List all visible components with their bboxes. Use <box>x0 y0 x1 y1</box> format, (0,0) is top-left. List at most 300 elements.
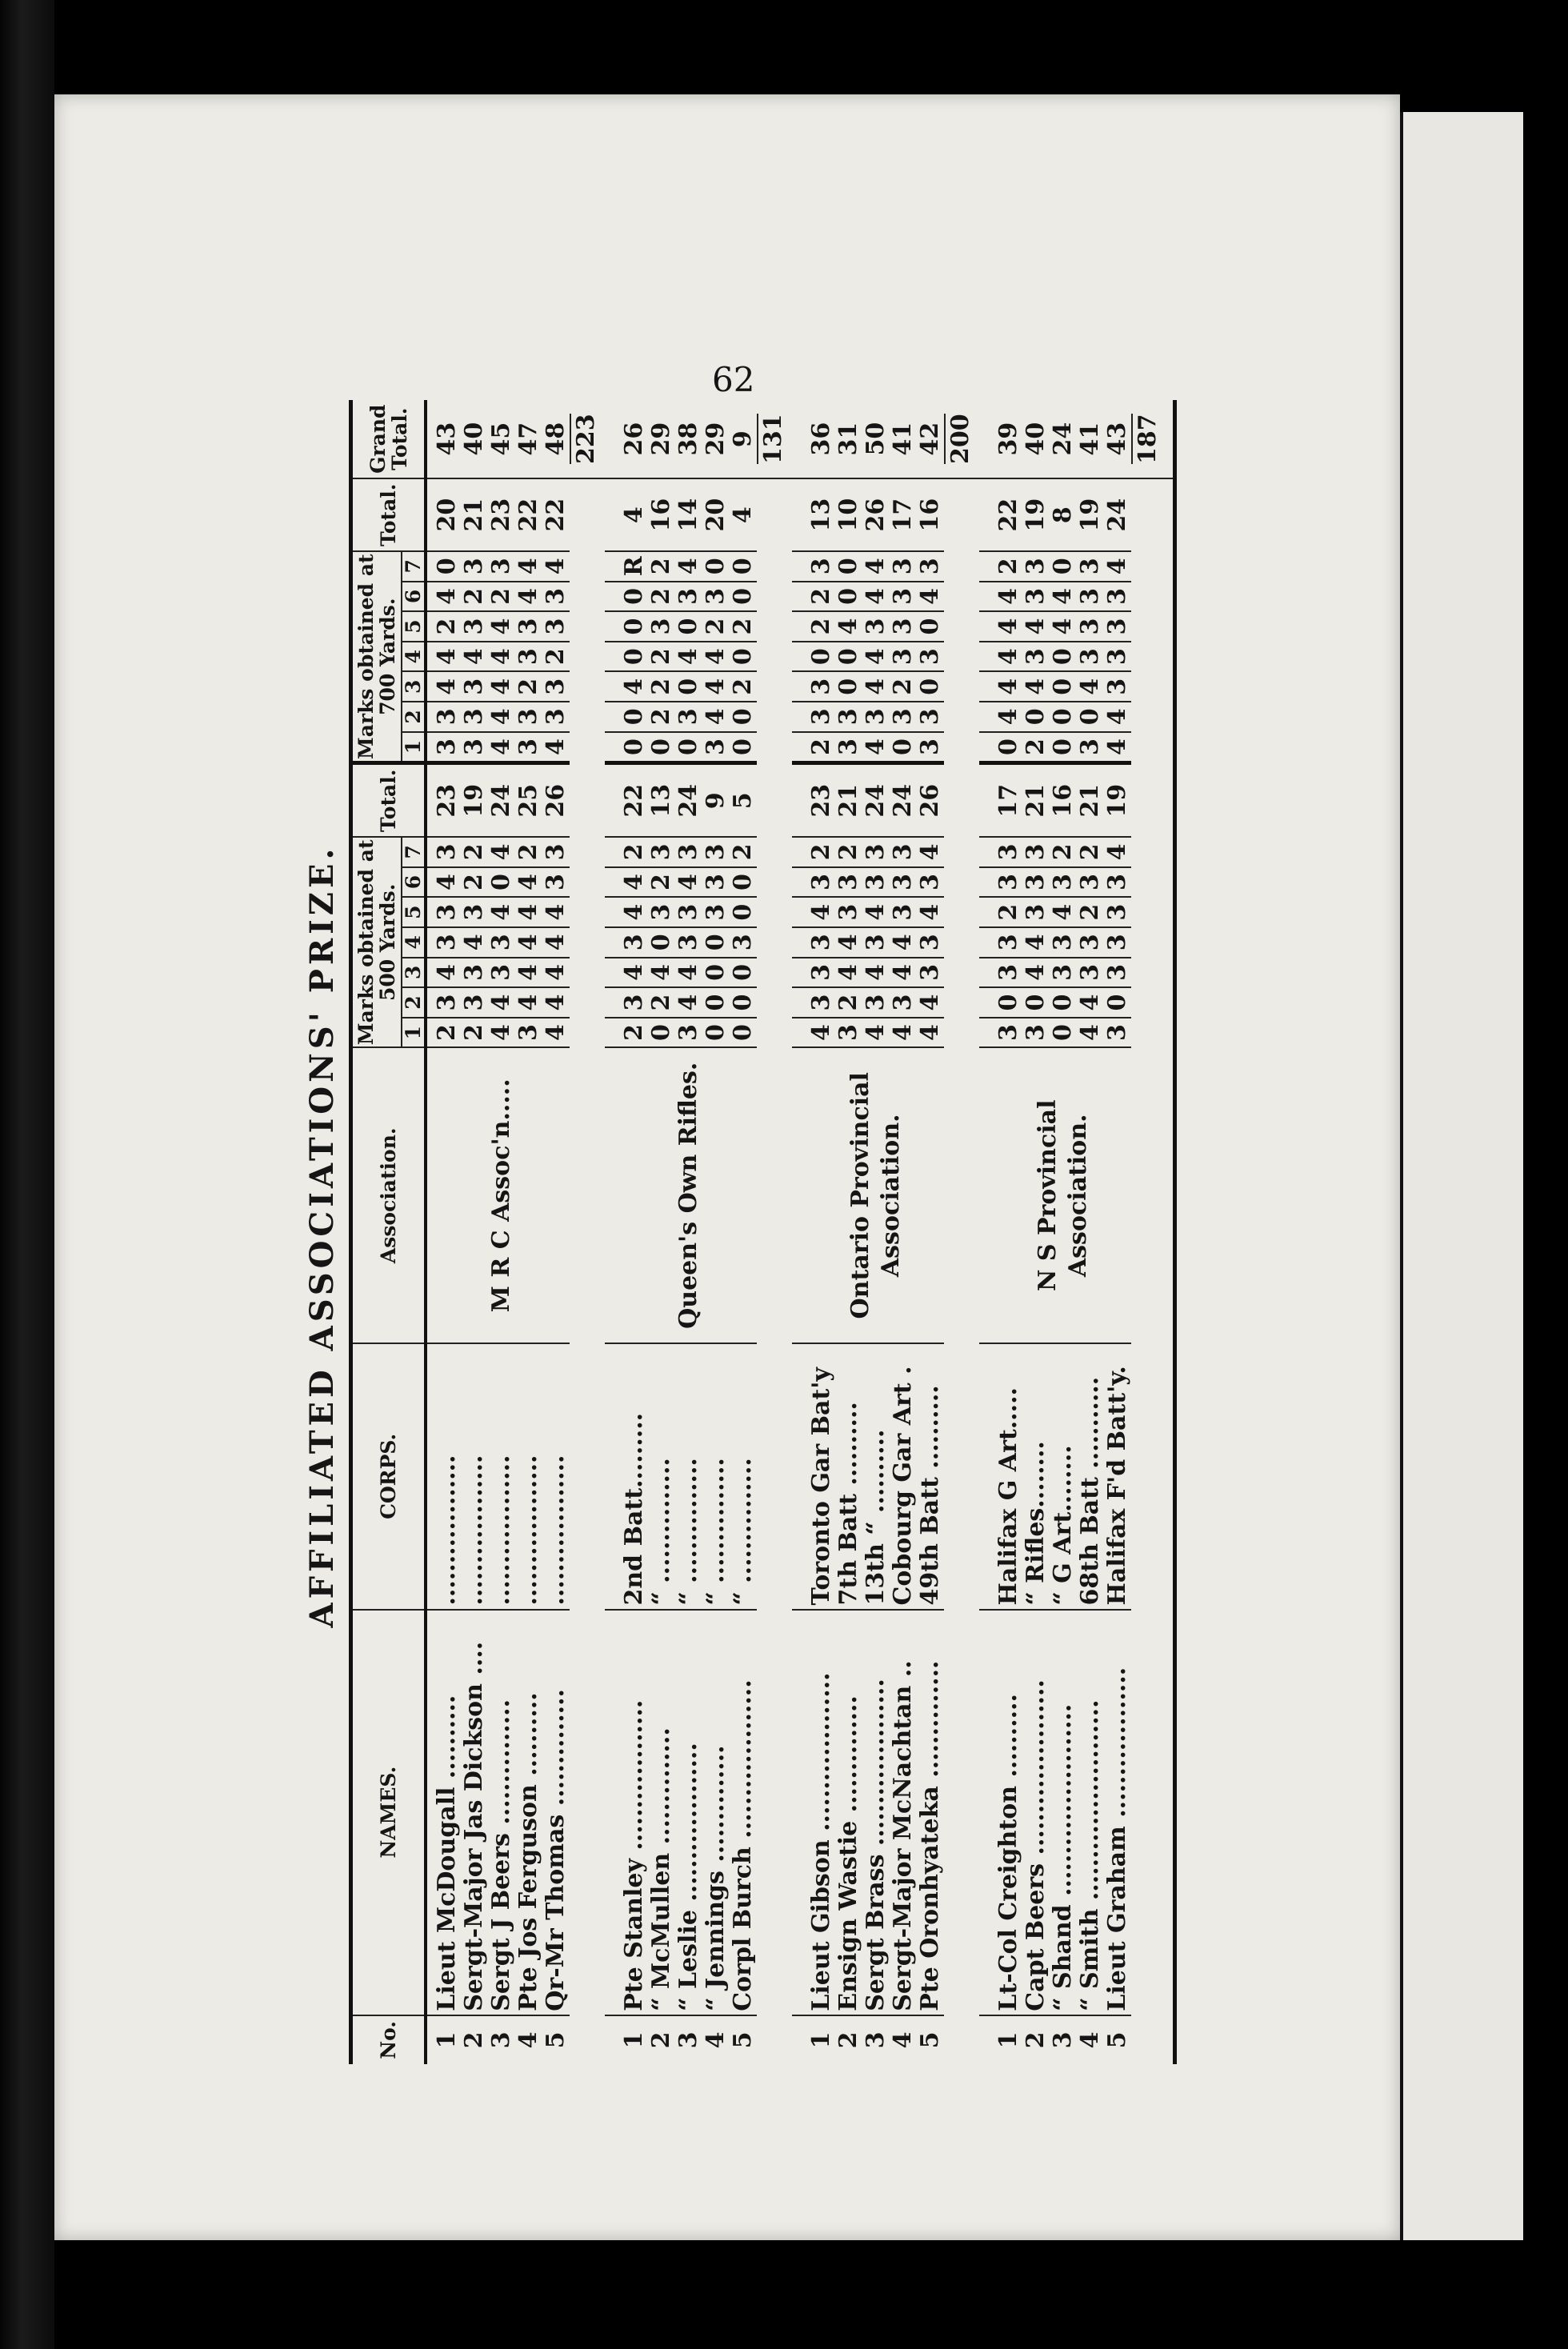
score-500-shot: 4 <box>792 897 835 927</box>
association-name: Ontario Provincial Association. <box>792 1047 944 1343</box>
shot-number-header: 6 <box>402 582 426 612</box>
score-500-shot: 0 <box>1050 987 1077 1018</box>
score-500-shot: 2 <box>1050 837 1077 867</box>
score-700-shot: 3 <box>542 702 570 732</box>
score-500-shot: 3 <box>979 1018 1022 1048</box>
corps-name: .................. <box>542 1343 570 1609</box>
score-500-shot: 4 <box>542 927 570 958</box>
total-500: 25 <box>515 763 542 837</box>
score-700-shot: 0 <box>917 671 944 702</box>
header-marks-500: Marks obtained at 500 Yards. <box>351 837 402 1047</box>
row-number: 5 <box>542 2031 570 2049</box>
score-700-shot: 4 <box>1077 671 1104 702</box>
competitor-name: Capt Beers ..................... <box>1022 1610 1050 2015</box>
grand-total: 26 <box>605 400 648 478</box>
row-number: 2 <box>834 2031 862 2049</box>
grand-total: 43 <box>1104 400 1131 478</box>
score-500-shot: 3 <box>1104 958 1131 988</box>
score-500-shot: 3 <box>515 1018 542 1048</box>
association-name: N S Provincial Association. <box>979 1047 1131 1343</box>
grand-total: 41 <box>1077 400 1104 478</box>
rotated-table-block <box>302 392 1202 2080</box>
score-500-shot: 2 <box>648 987 675 1018</box>
grand-total: 41 <box>890 400 917 478</box>
corps-name: 49th Batt .......... <box>917 1343 944 1609</box>
total-700: 24 <box>1104 478 1131 551</box>
competitor-name: Lieut Graham .................. <box>1104 1610 1131 2015</box>
score-700-shot: 0 <box>730 702 757 732</box>
score-500-shot: 0 <box>488 867 515 898</box>
score-700-shot: 3 <box>542 582 570 612</box>
score-500-shot: 3 <box>1104 1018 1131 1048</box>
header-marks-700: Marks obtained at 700 Yards. <box>351 551 402 763</box>
score-700-shot: 4 <box>702 702 730 732</box>
score-500-shot: 4 <box>461 927 488 958</box>
corps-name: “ G Art........ <box>1050 1343 1077 1609</box>
score-500-shot: 4 <box>1104 837 1131 867</box>
score-700-shot: 4 <box>1050 611 1077 642</box>
total-700: 22 <box>979 478 1022 551</box>
corps-name: Halifax G Art..... <box>979 1343 1022 1609</box>
competitor-name: Pte Stanley .................. <box>605 1610 648 2015</box>
score-500-shot: 4 <box>488 1018 515 1048</box>
group-grand-total: 187 <box>1131 414 1162 464</box>
score-700-shot: 3 <box>515 702 542 732</box>
score-700-shot: 3 <box>835 702 862 732</box>
score-500-shot: 4 <box>542 958 570 988</box>
row-number: 5 <box>1103 2031 1131 2049</box>
score-500-shot: 3 <box>426 987 461 1018</box>
corps-name: Halifax F'd Batt'y. <box>1104 1343 1131 1609</box>
score-700-shot: 0 <box>1077 702 1104 732</box>
score-700-shot: 4 <box>515 582 542 612</box>
corps-name: “ ............... <box>648 1343 675 1609</box>
score-500-shot: 3 <box>862 837 890 867</box>
score-500-shot: 2 <box>426 1018 461 1048</box>
score-500-shot: 0 <box>702 987 730 1018</box>
score-700-shot: 2 <box>702 611 730 642</box>
score-500-shot: 3 <box>542 867 570 898</box>
score-500-shot: 2 <box>979 897 1022 927</box>
corps-name: .................. <box>488 1343 515 1609</box>
score-500-shot: 2 <box>515 837 542 867</box>
score-500-shot: 4 <box>675 987 702 1018</box>
score-700-shot: 3 <box>702 732 730 763</box>
grand-total: 9 <box>730 400 757 478</box>
score-700-shot: 4 <box>1104 732 1131 763</box>
score-500-shot: 3 <box>890 897 917 927</box>
score-500-shot: 3 <box>426 837 461 867</box>
score-700-shot: 3 <box>1022 642 1050 672</box>
score-700-shot: 4 <box>426 642 461 672</box>
score-700-shot: 2 <box>515 671 542 702</box>
score-700-shot: 3 <box>702 582 730 612</box>
competitor-name: Sergt J Beers ............... <box>488 1610 515 2015</box>
score-700-shot: 3 <box>890 582 917 612</box>
score-500-shot: 4 <box>890 927 917 958</box>
competitor-name: Pte Oronhyateka .............. <box>917 1610 944 2015</box>
shot-number-header: 7 <box>402 837 426 867</box>
score-700-shot: 4 <box>862 732 890 763</box>
score-700-shot: 4 <box>862 642 890 672</box>
score-700-shot: 3 <box>792 671 835 702</box>
score-500-shot: 3 <box>917 927 944 958</box>
score-700-shot: 0 <box>605 732 648 763</box>
total-500: 24 <box>890 763 917 837</box>
score-500-shot: 3 <box>792 867 835 898</box>
grand-total: 36 <box>792 400 835 478</box>
score-700-shot: 3 <box>426 702 461 732</box>
header-names: NAMES. <box>351 1610 426 2015</box>
shot-number-header: 3 <box>402 671 426 702</box>
table-row <box>792 400 835 2064</box>
score-700-shot: 3 <box>792 702 835 732</box>
competitor-name: Lt-Col Creighton .......... <box>979 1610 1022 2015</box>
score-700-shot: 2 <box>792 732 835 763</box>
total-500: 26 <box>542 763 570 837</box>
grand-total: 38 <box>675 400 702 478</box>
score-500-shot: 3 <box>488 958 515 988</box>
score-700-shot: 3 <box>488 551 515 582</box>
score-700-shot: 2 <box>792 582 835 612</box>
score-700-shot: 3 <box>1077 611 1104 642</box>
score-700-shot: 4 <box>488 702 515 732</box>
corps-name: 7th Batt .......... <box>835 1343 862 1609</box>
group-grand-total: 131 <box>757 414 787 464</box>
group-total-row <box>570 400 605 2064</box>
score-700-shot: 2 <box>426 611 461 642</box>
grand-total: 29 <box>648 400 675 478</box>
score-500-shot: 3 <box>461 897 488 927</box>
score-700-shot: 4 <box>1022 611 1050 642</box>
corps-name: .................. <box>426 1343 461 1609</box>
row-number: 1 <box>620 2031 648 2049</box>
total-700: 13 <box>792 478 835 551</box>
score-500-shot: 3 <box>979 837 1022 867</box>
score-500-shot: 3 <box>835 1018 862 1048</box>
competitor-name: Sergt Brass .................... <box>862 1610 890 2015</box>
score-700-shot: R <box>605 551 648 582</box>
score-700-shot: 4 <box>605 671 648 702</box>
total-700: 20 <box>426 478 461 551</box>
score-700-shot: 0 <box>890 732 917 763</box>
score-700-shot: 0 <box>792 642 835 672</box>
score-700-shot: 0 <box>979 732 1022 763</box>
score-500-shot: 0 <box>1022 987 1050 1018</box>
score-500-shot: 3 <box>675 897 702 927</box>
score-500-shot: 4 <box>542 987 570 1018</box>
score-700-shot: 4 <box>979 702 1022 732</box>
row-number: 2 <box>1022 2031 1050 2049</box>
total-700: 4 <box>730 478 757 551</box>
corps-name: .................. <box>461 1343 488 1609</box>
score-700-shot: 0 <box>648 732 675 763</box>
corps-name: Toronto Gar Bat'y <box>792 1343 835 1609</box>
score-500-shot: 4 <box>515 927 542 958</box>
score-700-shot: 4 <box>862 671 890 702</box>
corps-name: “ ............... <box>730 1343 757 1609</box>
score-500-shot: 4 <box>917 987 944 1018</box>
score-500-shot: 4 <box>515 867 542 898</box>
score-700-shot: 3 <box>917 642 944 672</box>
score-700-shot: 3 <box>890 642 917 672</box>
score-500-shot: 0 <box>702 958 730 988</box>
score-500-shot: 2 <box>605 837 648 867</box>
score-700-shot: 0 <box>730 732 757 763</box>
competitor-name: “ Leslie ................... <box>675 1610 702 2015</box>
total-500: 24 <box>862 763 890 837</box>
group-grand-total: 223 <box>570 414 600 464</box>
score-500-shot: 0 <box>730 1018 757 1048</box>
score-500-shot: 2 <box>461 1018 488 1048</box>
association-name: M R C Assoc'n..... <box>426 1047 570 1343</box>
score-500-shot: 4 <box>542 1018 570 1048</box>
score-700-shot: 4 <box>675 642 702 672</box>
grand-total: 50 <box>862 400 890 478</box>
score-700-shot: 2 <box>890 671 917 702</box>
total-700: 23 <box>488 478 515 551</box>
grand-total: 42 <box>917 400 944 478</box>
total-700: 10 <box>835 478 862 551</box>
score-500-shot: 4 <box>792 1018 835 1048</box>
row-number: 5 <box>916 2031 944 2049</box>
total-700: 19 <box>1022 478 1050 551</box>
score-500-shot: 0 <box>702 927 730 958</box>
score-500-shot: 4 <box>488 987 515 1018</box>
score-500-shot: 3 <box>1077 958 1104 988</box>
score-500-shot: 3 <box>979 867 1022 898</box>
corps-name: “ Rifles........ <box>1022 1343 1050 1609</box>
score-500-shot: 2 <box>835 837 862 867</box>
shot-number-header: 5 <box>402 611 426 642</box>
score-700-shot: 0 <box>730 642 757 672</box>
total-700: 8 <box>1050 478 1077 551</box>
score-500-shot: 2 <box>792 837 835 867</box>
score-700-shot: 2 <box>648 551 675 582</box>
score-700-shot: 3 <box>515 611 542 642</box>
row-number: 4 <box>514 2031 542 2049</box>
score-700-shot: 2 <box>488 582 515 612</box>
score-700-shot: 4 <box>1050 582 1077 612</box>
total-700: 16 <box>917 478 944 551</box>
team-group <box>426 400 605 2064</box>
score-700-shot: 0 <box>835 551 862 582</box>
score-500-shot: 4 <box>1077 987 1104 1018</box>
score-700-shot: 3 <box>461 702 488 732</box>
grand-total: 31 <box>835 400 862 478</box>
score-500-shot: 4 <box>862 897 890 927</box>
competitor-name: “ Shand ....................... <box>1050 1610 1077 2015</box>
score-500-shot: 0 <box>730 897 757 927</box>
row-number: 5 <box>729 2031 757 2049</box>
total-700: 4 <box>605 478 648 551</box>
score-500-shot: 4 <box>835 927 862 958</box>
score-500-shot: 3 <box>648 837 675 867</box>
grand-total: 47 <box>515 400 542 478</box>
total-500: 24 <box>488 763 515 837</box>
score-700-shot: 4 <box>488 732 515 763</box>
score-700-shot: 3 <box>917 702 944 732</box>
score-500-shot: 3 <box>862 987 890 1018</box>
score-500-shot: 4 <box>542 897 570 927</box>
team-group <box>979 400 1175 2064</box>
competitor-name: “ McMullen .............. <box>648 1610 675 2015</box>
score-700-shot: 2 <box>730 671 757 702</box>
score-700-shot: 3 <box>1104 611 1131 642</box>
grand-total: 40 <box>461 400 488 478</box>
score-700-shot: 0 <box>605 611 648 642</box>
shot-number-header: 4 <box>402 927 426 958</box>
score-700-shot: 4 <box>675 551 702 582</box>
group-grand-total: 200 <box>944 414 974 464</box>
score-700-shot: 0 <box>702 551 730 582</box>
score-500-shot: 3 <box>1077 927 1104 958</box>
score-700-shot: 3 <box>542 671 570 702</box>
total-500: 26 <box>917 763 944 837</box>
score-700-shot: 0 <box>1050 642 1077 672</box>
total-500: 19 <box>1104 763 1131 837</box>
total-500: 9 <box>702 763 730 837</box>
score-700-shot: 3 <box>515 642 542 672</box>
score-700-shot: 4 <box>702 671 730 702</box>
prize-table <box>349 400 1177 2064</box>
adjacent-page-edge <box>1400 112 1523 2240</box>
score-500-shot: 0 <box>648 927 675 958</box>
shot-number-header: 6 <box>402 867 426 898</box>
score-700-shot: 4 <box>862 551 890 582</box>
total-500: 24 <box>675 763 702 837</box>
shot-number-header: 5 <box>402 897 426 927</box>
score-700-shot: 3 <box>862 611 890 642</box>
grand-total: 29 <box>702 400 730 478</box>
score-700-shot: 3 <box>1104 671 1131 702</box>
score-700-shot: 3 <box>917 732 944 763</box>
competitor-name: Ensign Wastie .............. <box>835 1610 862 2015</box>
header-no: No. <box>351 2015 426 2064</box>
score-500-shot: 3 <box>702 837 730 867</box>
score-700-shot: 3 <box>461 611 488 642</box>
score-700-shot: 4 <box>1104 702 1131 732</box>
score-500-shot: 3 <box>1104 867 1131 898</box>
score-700-shot: 0 <box>1050 702 1077 732</box>
group-total-row <box>1131 400 1175 2064</box>
row-number: 3 <box>1049 2031 1077 2049</box>
score-700-shot: 4 <box>1104 551 1131 582</box>
score-700-shot: 3 <box>1077 732 1104 763</box>
score-500-shot: 3 <box>426 897 461 927</box>
score-500-shot: 0 <box>730 867 757 898</box>
score-700-shot: 0 <box>835 582 862 612</box>
score-700-shot: 2 <box>648 582 675 612</box>
row-number: 4 <box>889 2031 917 2049</box>
score-700-shot: 3 <box>862 702 890 732</box>
score-500-shot: 3 <box>605 927 648 958</box>
competitor-name: Corpl Burch ................... <box>730 1610 757 2015</box>
score-700-shot: 4 <box>542 732 570 763</box>
score-500-shot: 3 <box>835 867 862 898</box>
score-500-shot: 4 <box>488 837 515 867</box>
total-700: 16 <box>648 478 675 551</box>
total-700: 17 <box>890 478 917 551</box>
shot-number-header: 7 <box>402 551 426 582</box>
score-500-shot: 2 <box>461 867 488 898</box>
score-700-shot: 3 <box>1104 582 1131 612</box>
total-700: 19 <box>1077 478 1104 551</box>
score-700-shot: 4 <box>426 671 461 702</box>
corps-name: 13th “ .......... <box>862 1343 890 1609</box>
score-500-shot: 4 <box>605 867 648 898</box>
competitor-name: Qr-Mr Thomas .............. <box>542 1610 570 2015</box>
score-700-shot: 3 <box>461 551 488 582</box>
score-700-shot: 3 <box>461 671 488 702</box>
competitor-name: “ Jennings .............. <box>702 1610 730 2015</box>
shot-number-header: 1 <box>402 1018 426 1048</box>
score-500-shot: 0 <box>1104 987 1131 1018</box>
score-500-shot: 3 <box>1050 867 1077 898</box>
score-700-shot: 3 <box>1022 582 1050 612</box>
score-500-shot: 0 <box>1050 1018 1077 1048</box>
total-500: 21 <box>1077 763 1104 837</box>
total-500: 13 <box>648 763 675 837</box>
score-500-shot: 4 <box>917 897 944 927</box>
competitor-name: Sergt-Major Jas Dickson .... <box>461 1610 488 2015</box>
score-700-shot: 2 <box>648 671 675 702</box>
header-total-500: Total. <box>351 763 426 837</box>
score-700-shot: 3 <box>542 611 570 642</box>
score-500-shot: 4 <box>1050 897 1077 927</box>
competitor-name: “ Smith ........................ <box>1077 1610 1104 2015</box>
score-700-shot: 0 <box>1022 702 1050 732</box>
shot-number-header: 1 <box>402 732 426 763</box>
score-500-shot: 4 <box>890 958 917 988</box>
score-700-shot: 4 <box>542 551 570 582</box>
score-700-shot: 2 <box>461 582 488 612</box>
score-700-shot: 3 <box>1022 551 1050 582</box>
score-700-shot: 3 <box>890 702 917 732</box>
score-700-shot: 0 <box>835 642 862 672</box>
total-500: 17 <box>979 763 1022 837</box>
score-700-shot: 3 <box>890 611 917 642</box>
score-500-shot: 0 <box>648 1018 675 1048</box>
corps-name: “ ............... <box>675 1343 702 1609</box>
score-500-shot: 3 <box>1022 1018 1050 1048</box>
score-500-shot: 3 <box>979 927 1022 958</box>
score-500-shot: 3 <box>1022 837 1050 867</box>
score-700-shot: 0 <box>1050 671 1077 702</box>
row-number: 3 <box>674 2031 702 2049</box>
score-500-shot: 4 <box>675 867 702 898</box>
score-500-shot: 0 <box>730 958 757 988</box>
score-500-shot: 3 <box>917 958 944 988</box>
score-700-shot: 0 <box>605 702 648 732</box>
book-spine <box>0 0 54 2349</box>
score-700-shot: 0 <box>730 582 757 612</box>
score-700-shot: 0 <box>675 732 702 763</box>
score-500-shot: 3 <box>792 958 835 988</box>
score-500-shot: 4 <box>862 1018 890 1048</box>
score-700-shot: 0 <box>730 551 757 582</box>
score-500-shot: 4 <box>426 958 461 988</box>
score-700-shot: 2 <box>1022 732 1050 763</box>
score-700-shot: 3 <box>426 732 461 763</box>
score-700-shot: 4 <box>426 582 461 612</box>
corps-name: .................. <box>515 1343 542 1609</box>
score-500-shot: 4 <box>605 897 648 927</box>
competitor-name: Sergt-Major McNachtan .. <box>890 1610 917 2015</box>
score-500-shot: 2 <box>730 837 757 867</box>
score-500-shot: 3 <box>979 958 1022 988</box>
score-700-shot: 2 <box>648 702 675 732</box>
